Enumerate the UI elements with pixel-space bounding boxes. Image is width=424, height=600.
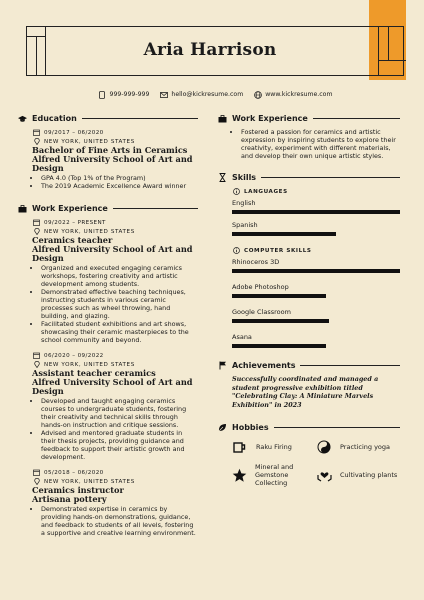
experience-heading: Work Experience [18,204,198,213]
entry-date: 06/2020 – 09/2022 [44,352,104,359]
calendar-icon [32,218,41,227]
job-title: Ceramics teacher [32,235,113,245]
right-experience-bullets [232,128,400,160]
education-heading: Education [18,114,198,123]
hands-heart-icon [316,467,332,483]
phone-text: 999-999-999 [109,91,150,98]
hobby-item: Cultivating plants [316,463,400,487]
email-link[interactable]: hello@kickresume.com [171,91,244,98]
employer-name: Artisana pottery [32,494,107,504]
achievements-heading: Achievements [218,361,400,370]
entry-date: 09/2022 – PRESENT [44,219,106,226]
briefcase-icon [218,114,227,123]
hobbies-heading: Hobbies [218,423,400,432]
list-item: • Advised and mentored graduate students in their thesis projects, providing guidance and feedback to support their artistic growth and development. [41,429,198,461]
skill-name: Spanish [232,221,258,229]
skill-level-bar [232,344,326,348]
mug-icon [232,439,248,455]
skill-item [232,333,400,348]
list-item: • Developed and taught engaging ceramics courses to undergraduate students, fostering their creativity and technical skills through hands-on instruction and critique sessions. [41,397,198,429]
right-column [218,114,400,487]
frame-decor [36,36,37,76]
frame-decor [388,26,389,60]
info-icon [232,187,241,196]
computer-skills-label: COMPUTER SKILLS [232,246,400,255]
list-item: • Demonstrated effective teaching techniques, instructing students in various ceramic processes such as wheel throwing, hand building, and glazing. [41,288,198,320]
skill-level-bar [232,210,400,214]
hobby-item: Mineral and Gemstone Collecting [232,463,316,487]
left-column [18,114,198,537]
list-item: • Demonstrated expertise in ceramics by providing hands-on demonstrations, guidance, and feedback to students of all levels, fostering a supportive and creative learning environment. [41,505,198,537]
briefcase-icon [18,204,27,213]
job-bullets [32,505,198,537]
skill-name: Rhinoceros 3D [232,258,280,266]
entry-location: NEW YORK, UNITED STATES [44,361,135,368]
website-link[interactable]: www.kickresume.com [265,91,333,98]
globe-icon [253,90,262,99]
calendar-icon [32,128,41,137]
email-icon [159,90,168,99]
job-title: Assistant teacher ceramics [32,368,156,378]
skill-item [232,221,400,236]
entry-location: NEW YORK, UNITED STATES [44,138,135,145]
list-item: • Fostered a passion for ceramics and artistic expression by inspiring students to explore their creativity, experiment with different materials, and develop their own unique artistic styles. [241,128,400,160]
skill-name: Google Classroom [232,308,291,316]
skills-heading: Skills [218,173,400,182]
list-item: • The 2019 Academic Excellence Award winner [41,182,198,190]
skill-item [232,258,400,273]
hobby-item: Raku Firing [232,439,316,455]
hourglass-icon [218,173,227,182]
resume-name: Aria Harrison [143,40,277,60]
experience-entry [32,468,198,537]
employer-name: Alfred University School of Art and Design [32,244,193,263]
experience-entry [32,218,198,344]
right-experience-heading: Work Experience [218,114,400,123]
entry-date: 05/2018 – 06/2020 [44,469,104,476]
hobbies-grid [232,439,400,487]
skill-name: English [232,199,256,207]
job-bullets [32,397,198,461]
frame-decor [378,60,406,61]
skill-name: Adobe Photoshop [232,283,289,291]
phone-icon [98,90,107,99]
education-entry [32,128,198,190]
education-bullets [32,174,198,190]
list-item: • Facilitated student exhibitions and art shows, showcasing their ceramic masterpieces to the school community and beyond. [41,320,198,344]
degree-title: Bachelor of Fine Arts in Ceramics [32,145,188,155]
star-icon [232,467,247,483]
experience-entry [32,351,198,461]
achievement-text: Successfully coordinated and managed a student progressive exhibition titled "Celebrating Clay: A Miniature Marvels Exhibition" in 2023 [232,375,379,409]
languages-label: LANGUAGES [232,187,400,196]
skill-level-bar [232,232,336,236]
skill-item [232,283,400,298]
graduation-cap-icon [18,114,27,123]
list-item: • Organized and executed engaging ceramics workshops, fostering creativity and artistic development among students. [41,264,198,288]
employer-name: Alfred University School of Art and Design [32,377,193,396]
calendar-icon [32,351,41,360]
list-item: • GPA 4.0 (Top 1% of the Program) [41,174,198,182]
school-name: Alfred University School of Art and Design [32,154,193,173]
skill-level-bar [232,269,400,273]
skills-section [232,187,400,348]
hobby-item: Practicing yoga [316,439,400,455]
flag-icon [218,361,227,370]
info-icon [232,246,241,255]
skill-item [232,199,400,214]
job-title: Ceramics instructor [32,485,124,495]
skill-item [232,308,400,323]
entry-location: NEW YORK, UNITED STATES [44,228,135,235]
leaf-icon [218,423,227,432]
calendar-icon [32,468,41,477]
contact-bar [26,90,404,99]
entry-location: NEW YORK, UNITED STATES [44,478,135,485]
entry-date: 09/2017 – 06/2020 [44,129,104,136]
skill-name: Asana [232,333,252,341]
skill-level-bar [232,294,326,298]
job-bullets [32,264,198,344]
yin-yang-icon [316,439,332,455]
frame-decor [378,26,379,76]
skill-level-bar [232,319,329,323]
